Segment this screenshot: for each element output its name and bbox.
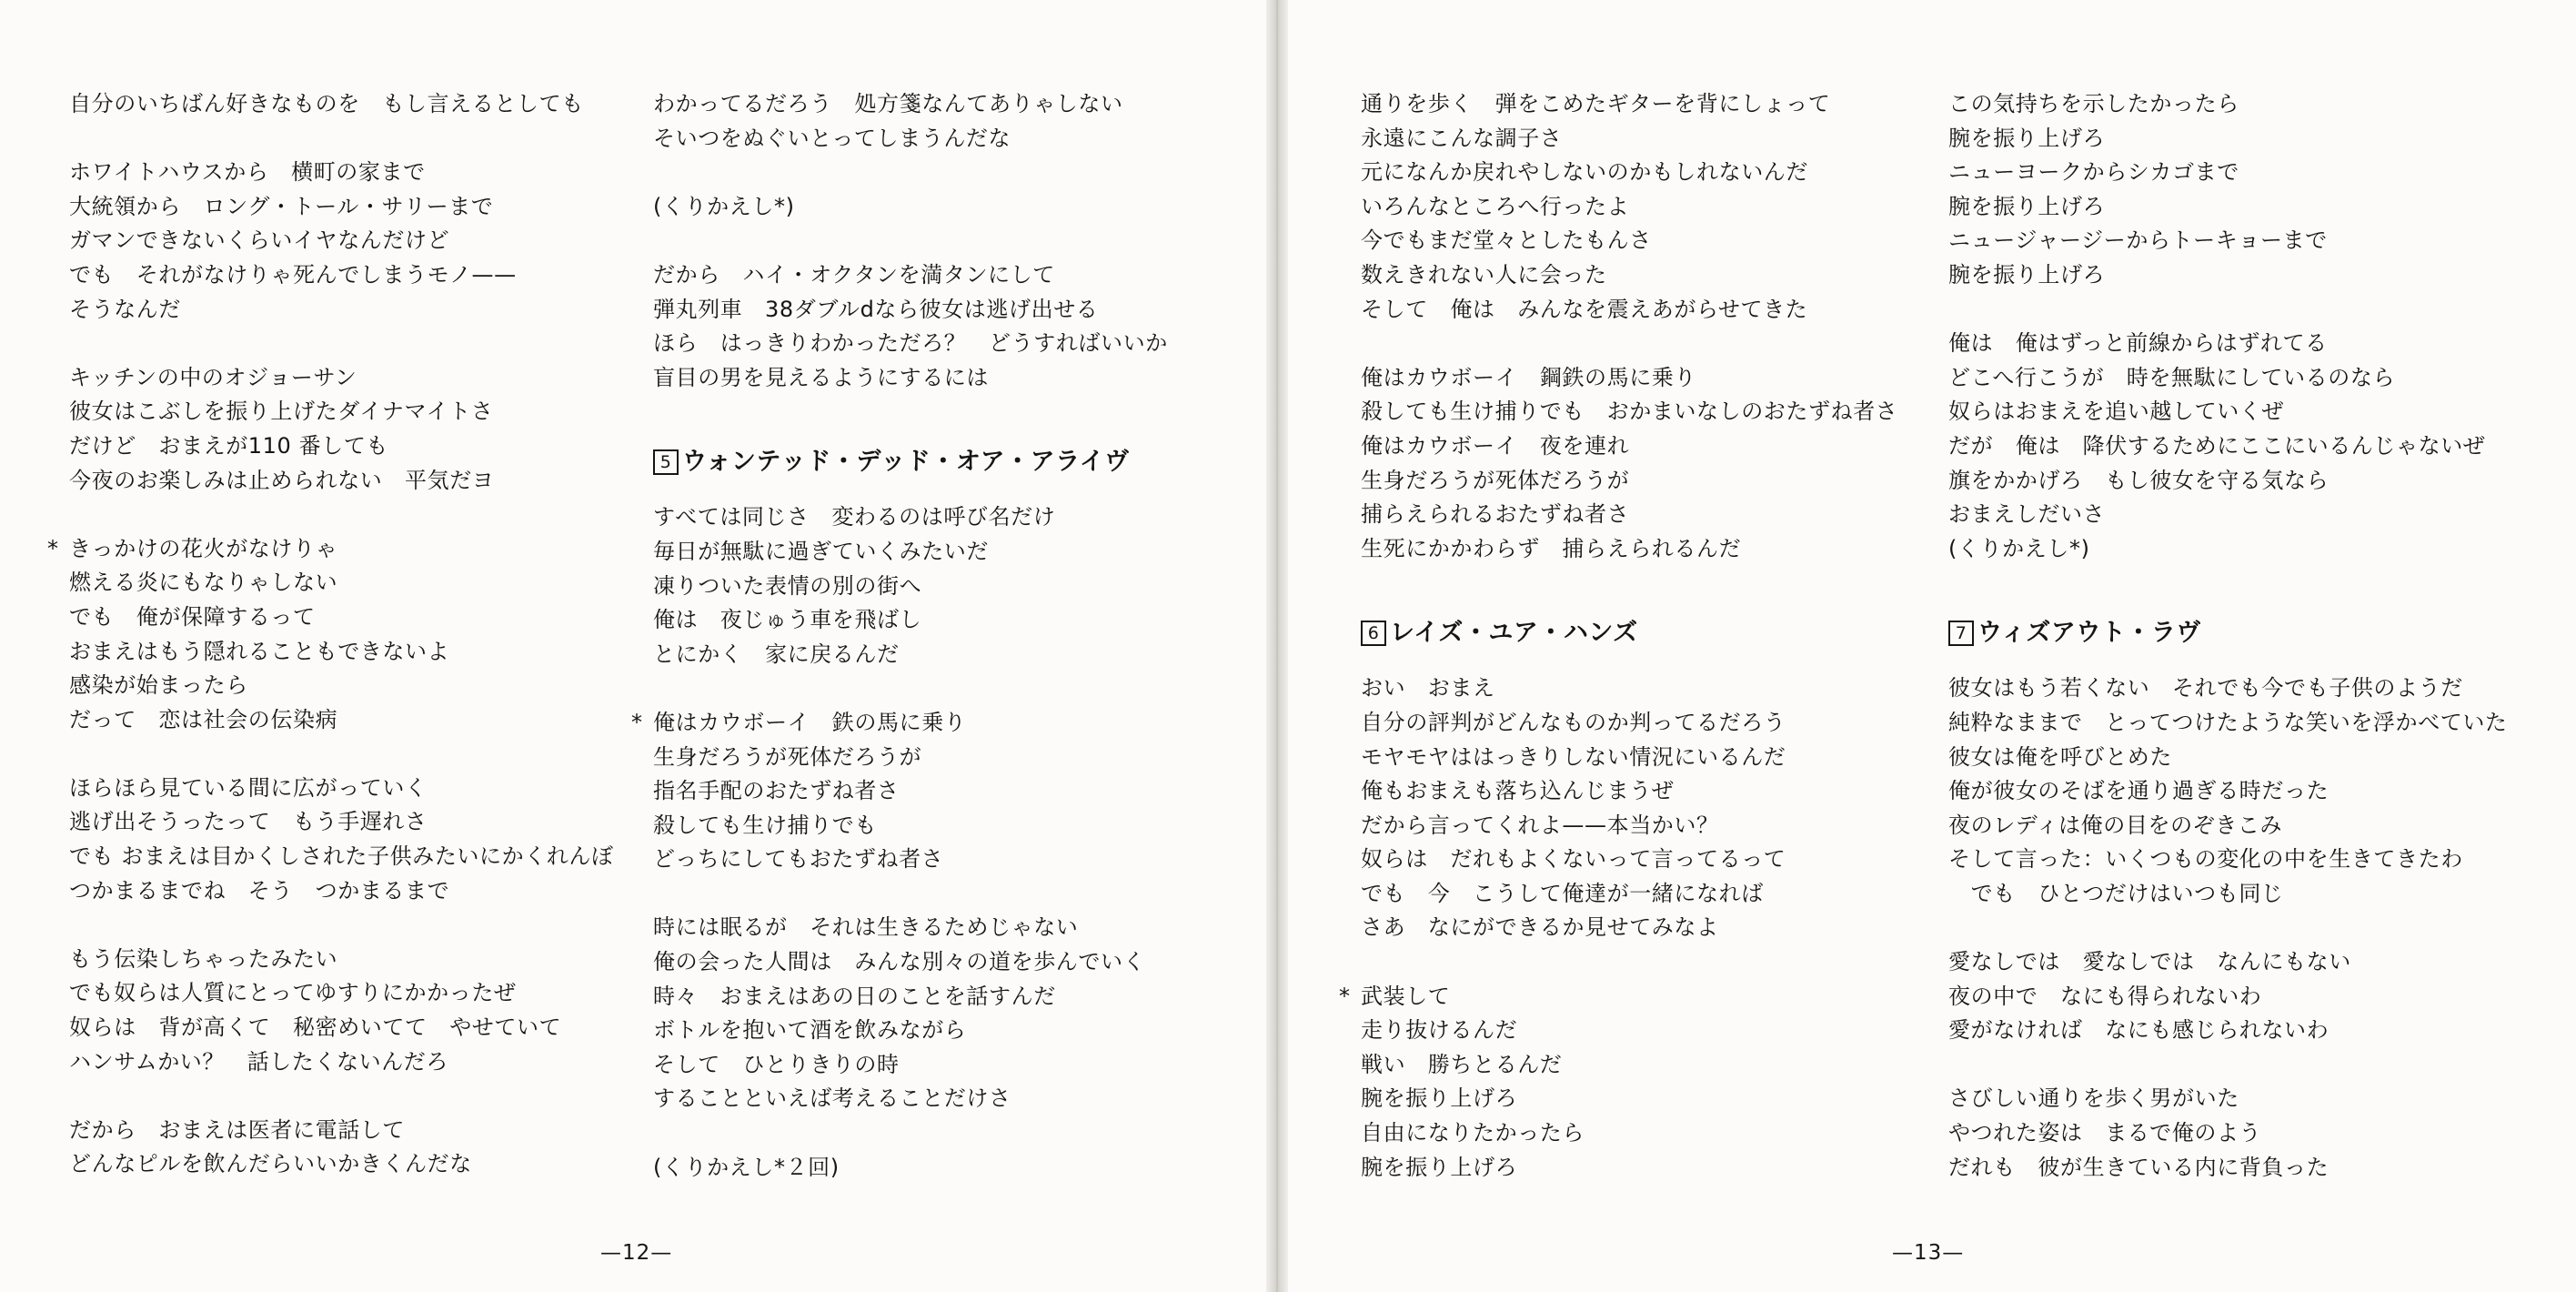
lyric-line [1361,877,1897,912]
lyric-line [69,772,614,806]
lyric-text: (くりかえし*) [653,193,795,219]
lyric-line [69,1011,614,1045]
stanza [1948,1082,2508,1185]
lyric-line [1361,1082,1897,1116]
lyric-text: 逃げ出そうったって もう手遅れさ [69,809,428,835]
lyric-text: つかまるまでね そう つかまるまで [69,877,450,903]
page-number-left: —12— [600,1241,673,1265]
lyric-line [653,1151,1168,1186]
lyric-line [69,805,614,840]
refrain-marker: * [1339,983,1351,1009]
lyric-text: でも それがなけりゃ死んでしまうモノ—— [69,261,517,288]
lyric-text: おまえはもう隠れることもできないよ [69,638,450,664]
lyric-text: そうなんだ [69,296,181,322]
lyric-line [1361,1151,1897,1186]
stanza [69,943,614,1079]
lyric-line [69,669,614,703]
lyric-line [1948,877,2508,912]
lyric-text: 感染が始まったら [69,672,248,699]
lyric-line [1948,395,2508,429]
lyric-text: おい おまえ [1361,675,1495,702]
lyric-line [653,570,1168,604]
lyric-text: ニューヨークからシカゴまで [1948,159,2239,186]
lyric-line [1948,774,2508,809]
lyric-text: きっかけの花火がなけりゃ [69,535,338,561]
lyric-text: 燃える炎にもなりゃしない [69,570,338,596]
lyric-text: 武装して [1361,983,1451,1009]
lyric-text: 毎日が無駄に過ぎていくみたいだ [653,538,989,564]
lyric-line [69,361,614,396]
refrain-marker: * [631,709,643,735]
lyric-line [1361,156,1897,190]
lyric-line [653,980,1168,1014]
lyrics-column-1 [47,87,614,1182]
stanza [1361,361,1897,567]
lyric-line [1948,87,2508,122]
lyric-line [1361,1116,1897,1151]
lyric-text: わかってるだろう 処方箋なんてありゃしない [653,91,1123,116]
lyric-text: 大統領から ロング・トール・サリーまで [69,193,494,219]
lyric-text: キッチンの中のオジョーサン [69,364,357,390]
lyric-line [653,945,1168,980]
lyric-line [653,500,1168,535]
lyric-line [653,774,1168,809]
lyric-line [1948,258,2508,293]
lyric-line [69,224,614,258]
stanza [1339,980,1897,1186]
lyric-text: どんなピルを飲んだらいいかきくんだな [69,1151,472,1177]
song-title-text: ウィズアウト・ラヴ [1977,619,2201,648]
lyric-text: 指名手配のおたずね者さ [653,778,900,804]
lyric-text: 夜のレディは俺の目をのぞきこみ [1948,812,2283,838]
stanza [653,258,1168,395]
lyric-text: 俺はカウボーイ 鋼鉄の馬に乗り [1361,364,1696,390]
refrain-marker: * [47,535,59,561]
lyric-line [653,190,1168,225]
lyric-line [1361,843,1897,877]
lyric-text: そいつをぬぐいとってしまうんだな [653,125,1011,151]
lyric-text: やつれた姿は まるで俺のよう [1948,1120,2262,1146]
stanza [1361,87,1897,327]
lyric-line [69,703,614,738]
lyric-text: どこへ行こうが 時を無駄にしているのなら [1948,364,2396,390]
lyric-text: 彼女はこぶしを振り上げたダイナマイトさ [69,399,494,425]
track-number: 5 [653,449,679,475]
lyric-line [1361,464,1897,499]
lyric-line [653,809,1168,843]
lyric-line [69,635,614,670]
lyric-line [69,87,614,122]
page-number-right: —13— [1892,1241,1965,1265]
stanza [631,706,1168,877]
stanza [653,190,1168,225]
stanza [1948,327,2508,566]
lyric-line [69,840,614,874]
lyric-text: 奴らは 背が高くて 秘密めいてて やせていて [69,1014,562,1041]
stanza [69,361,614,498]
lyric-line [69,429,614,464]
song-title-text: ウォンテッド・デッド・オア・アライヴ [682,448,1130,477]
lyric-line [1948,1014,2508,1048]
stanza [653,1151,1168,1186]
stanza [1948,671,2508,911]
lyric-line [1948,945,2508,980]
lyric-text: もう伝染しちゃったみたい [69,945,338,972]
lyrics-column-3 [1339,87,1898,1185]
lyric-line [653,327,1168,361]
stanza [1948,87,2508,293]
stanza [69,772,614,908]
lyric-line [69,156,614,190]
lyric-text: ほらほら見ている間に広がっていく [69,774,428,801]
lyric-text: そして ひとりきりの時 [653,1051,900,1077]
lyric-line [69,1114,614,1148]
lyric-text: そして言った：いくつもの変化の中を生きてきたわ [1948,846,2463,873]
lyric-text: 俺の会った人間は みんな別々の道を歩んでいく [653,949,1146,975]
lyric-text: 彼女はもう若くない それでも今でも子供のようだ [1948,675,2463,702]
lyric-line [653,741,1168,775]
lyric-text: 腕を振り上げろ [1361,1085,1518,1112]
song-title-text: レイズ・ユア・ハンズ [1390,619,1638,648]
lyric-text: 時々 おまえはあの日のことを話すんだ [653,983,1056,1009]
lyric-text: 俺が彼女のそばを通り過ぎる時だった [1948,778,2329,804]
lyric-line [653,638,1168,672]
lyric-text: いろんなところへ行ったよ [1361,193,1630,219]
lyric-line [69,874,614,909]
lyric-text: すべては同じさ 変わるのは呼び名だけ [653,504,1056,530]
lyric-text: ニュージャージーからトーキョーまで [1948,227,2328,254]
lyric-line [653,535,1168,570]
track-number: 7 [1948,621,1974,646]
lyric-line [47,532,614,567]
lyric-text: でも奴らは人質にとってゆすりにかかったぜ [69,980,517,1006]
stanza [653,500,1168,671]
lyric-line [69,1147,614,1182]
lyric-text: だけど おまえが110 番しても [69,432,389,459]
lyric-text: 殺しても生け捕りでも おかまいなしのおたずね者さ [1361,399,1898,425]
lyric-line [1361,911,1897,945]
lyric-text: モヤモヤははっきりしない情況にいるんだ [1361,743,1786,770]
stanza [47,532,614,738]
lyric-line [69,1045,614,1080]
lyric-text: 弾丸列車 38ダブルdなら彼女は逃げ出せる [653,296,1099,322]
lyric-text: 腕を振り上げろ [1948,193,2106,219]
lyric-line [1948,532,2508,567]
lyric-text: 俺はカウボーイ 鉄の馬に乗り [653,709,967,735]
lyric-line [69,601,614,635]
lyric-line [653,361,1168,396]
lyric-line [1361,361,1897,396]
lyric-text: 自分のいちばん好きなものを もし言えるとしても [69,91,584,116]
lyric-line [69,976,614,1011]
lyric-text: することといえば考えることだけさ [653,1085,1011,1112]
lyric-text: だから言ってくれよ——本当かい？ [1361,812,1719,838]
lyric-text: どっちにしてもおたずね者さ [653,846,944,873]
lyric-line [1948,327,2508,361]
lyric-text: 時には眠るが それは生きるためじゃない [653,914,1079,941]
track-number: 6 [1361,621,1386,646]
lyric-text: 生身だろうが死体だろうが [653,743,922,770]
lyric-line [653,87,1168,122]
lyric-text: 元になんか戻れやしないのかもしれないんだ [1361,159,1808,186]
lyric-line [1948,741,2508,775]
stanza [69,156,614,327]
lyric-line [1361,395,1897,429]
lyric-line [1948,1116,2508,1151]
stanza [69,87,614,122]
lyric-line [69,395,614,429]
lyric-line [1361,706,1897,741]
lyric-line [653,258,1168,293]
lyric-text: 数えきれない人に会った [1361,261,1607,288]
lyric-text: 戦い 勝ちとるんだ [1361,1051,1563,1077]
lyric-line [653,293,1168,328]
lyric-text: (くりかえし*) [1948,535,2090,561]
lyric-line [1948,1151,2508,1186]
lyric-text: だから おまえは医者に電話して [69,1116,405,1143]
lyric-text: 走り抜けるんだ [1361,1017,1518,1044]
lyric-text: おまえしだいさ [1948,501,2106,528]
lyric-line [1361,671,1897,706]
lyric-line [1361,532,1897,567]
lyric-text: だから ハイ・オクタンを満タンにして [653,261,1055,288]
lyric-text: 凍りついた表情の別の街へ [653,572,922,599]
stanza [653,911,1168,1116]
lyric-line [653,911,1168,945]
lyric-text: 捕らえられるおたずね者さ [1361,501,1630,528]
song-title-raise-your-hands [1361,606,1897,661]
lyric-line [1361,809,1897,843]
lyric-line [1948,190,2508,225]
lyric-line [653,122,1168,156]
lyric-line [1948,361,2508,396]
lyric-text: ガマンできないくらいイヤなんだけど [69,227,450,254]
lyric-line [631,706,1168,741]
lyric-text: ほら はっきりわかっただろ？ どうすればいいか [653,330,1168,357]
lyric-line [1948,122,2508,156]
lyric-text: 永遠にこんな調子さ [1361,125,1563,151]
lyric-line [653,1082,1168,1116]
lyric-line [1361,1048,1897,1083]
lyric-text: でも 俺が保障するって [69,603,316,630]
lyric-text: 奴らはおまえを追い越していくぜ [1948,399,2284,425]
lyric-line [1948,156,2508,190]
lyric-text: 自分の評判がどんなものか判ってるだろう [1361,709,1786,735]
lyric-text: (くりかえし*２回) [653,1154,840,1180]
lyric-line [1948,706,2508,741]
lyric-text: でも ひとつだけはいつも同じ [1948,880,2284,906]
lyric-text: 今夜のお楽しみは止められない 平気だヨ [69,467,495,493]
lyric-line [653,1014,1168,1048]
lyric-text: 腕を振り上げろ [1948,125,2106,151]
stanza [69,1114,614,1182]
stanza [1948,945,2508,1048]
lyric-text: 生身だろうが死体だろうが [1361,467,1630,493]
lyric-text: さあ なにができるか見せてみなよ [1361,914,1719,941]
book-gutter [1266,0,1288,1292]
lyric-line [653,1048,1168,1083]
lyric-text: ハンサムかい？ 話したくないんだろ [69,1048,448,1075]
lyric-text: そして 俺は みんなを震えあがらせてきた [1361,296,1808,322]
lyric-line [1361,429,1897,464]
lyric-text: 通りを歩く 弾をこめたギターを背にしょって [1361,91,1831,116]
lyric-text: でも おまえは目かくしされた子供みたいにかくれんぼ [69,843,614,870]
lyric-text: 生死にかかわらず 捕らえられるんだ [1361,535,1742,561]
lyric-text: ホワイトハウスから 横町の家まで [69,159,426,186]
lyric-line [1948,224,2508,258]
lyric-text: ボトルを抱いて酒を飲みながら [653,1017,967,1044]
lyric-line [1948,809,2508,843]
lyric-text: 純粋なままで とってつけたような笑いを浮かべていた [1948,709,2508,735]
lyric-text: この気持ちを示したかったら [1948,91,2239,116]
lyric-text: とにかく 家に戻るんだ [653,641,900,667]
lyric-line [1948,429,2508,464]
lyric-text: 自由になりたかったら [1361,1120,1585,1146]
lyric-line [69,258,614,293]
lyric-text: 俺もおまえも落ち込んじまうぜ [1361,778,1675,804]
lyric-line [69,566,614,601]
lyric-text: 旗をかかげろ もし彼女を守る気なら [1948,467,2329,493]
lyric-line [1361,87,1897,122]
lyric-line [1361,224,1897,258]
lyric-text: 愛なしでは 愛なしでは なんにもない [1948,949,2351,975]
lyric-text: でも 今 こうして俺達が一緒になれば [1361,880,1764,906]
lyric-line [1948,980,2508,1014]
lyric-text: 腕を振り上げろ [1361,1154,1518,1180]
lyric-text: 愛がなければ なにも感じられないわ [1948,1017,2329,1044]
lyrics-column-4 [1948,87,2508,1185]
lyric-text: 彼女は俺を呼びとめた [1948,743,2172,770]
lyric-text: 俺はカウボーイ 夜を連れ [1361,432,1630,459]
lyric-line [1361,190,1897,225]
lyric-text: だって 恋は社会の伝染病 [69,706,338,732]
lyric-line [1361,741,1897,775]
lyric-line [653,843,1168,877]
lyric-line [653,603,1168,638]
lyric-text: 夜の中で なにも得られないわ [1948,983,2262,1009]
lyric-text: 奴らは だれもよくないって言ってるって [1361,846,1786,873]
lyric-text: 腕を振り上げろ [1948,261,2106,288]
lyric-line [69,190,614,225]
lyric-line [69,943,614,977]
stanza [1361,671,1897,945]
lyric-text: 俺は 夜じゅう車を飛ばし [653,607,922,633]
lyric-line [1361,293,1897,328]
lyric-line [1361,774,1897,809]
lyric-line [1948,498,2508,532]
lyric-line [1948,671,2508,706]
lyric-line [1948,843,2508,877]
lyric-line [1361,1014,1897,1048]
lyric-text: だれも 彼が生きている内に背負った [1948,1154,2329,1180]
lyric-text: 殺しても生け捕りでも [653,812,877,838]
lyric-text: 盲目の男を見えるようにするには [653,364,989,390]
lyric-line [69,293,614,328]
lyric-line [1361,258,1897,293]
lyric-line [1339,980,1897,1014]
lyric-line [1948,1082,2508,1116]
lyric-line [69,464,614,499]
song-title-wanted-dead-or-alive [653,435,1168,490]
lyric-text: 俺は 俺はずっと前線からはずれてる [1948,330,2328,357]
lyrics-column-2 [631,87,1168,1185]
lyric-text: だが 俺は 降伏するためにここにいるんじゃないぜ [1948,432,2486,459]
lyric-text: 今でもまだ堂々としたもんさ [1361,227,1652,254]
lyric-text: さびしい通りを歩く男がいた [1948,1085,2239,1112]
lyric-line [1948,464,2508,499]
lyric-line [1361,122,1897,156]
stanza [653,87,1168,156]
lyric-line [1361,498,1897,532]
song-title-without-love [1948,606,2508,661]
